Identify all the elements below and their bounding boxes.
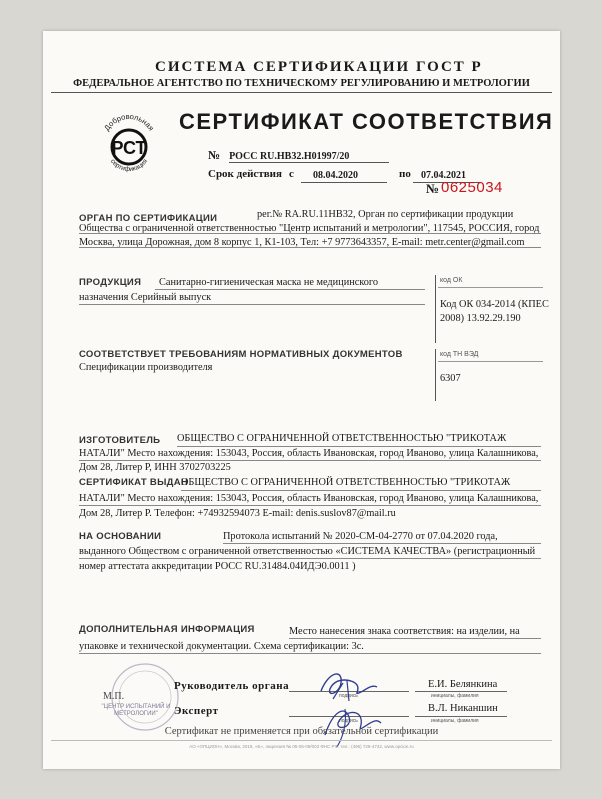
head-name-caption: инициалы, фамилия [431, 693, 479, 699]
expert-name: В.Л. Никаншин [428, 703, 498, 714]
logo-bottom-text: сертификация [108, 157, 150, 174]
issued-to-text: ОБЩЕСТВО С ОГРАНИЧЕННОЙ ОТВЕТСТВЕННОСТЬЮ "ТРИКОТАЖ НАТАЛИ" Место нахождения: 153043, Россия, область Ивановская, город Иваново, улица Калашникова, Дом 28, Литер Р. Телефон: +74932594073 E-mail: denis.suslov87@mail.ru [79, 477, 539, 519]
head-sign-caption: подпись [339, 693, 358, 699]
basis-text: Протокола испытаний № 2020-СМ-04-2770 от 07.04.2020 года, выданного Обществом с ограниченной ответственностью «СИСТЕМА КАЧЕСТВА» (регистрационный номер аттестата аккредитации РОСС RU.31484.04ИДЭ0.0011 ) [79, 531, 536, 572]
validity-to: 07.04.2021 [421, 170, 466, 181]
compliance-label: СООТВЕТСТВУЕТ ТРЕБОВАНИЯМ НОРМАТИВНЫХ ДОКУМЕНТОВ [79, 349, 403, 360]
certificate-sheet [43, 31, 560, 769]
okpd-code: Код ОК 034-2014 (КПЕС 2008) 13.92.29.190 [440, 299, 549, 324]
validity-to-label: по [399, 168, 411, 180]
number-sign: № [208, 148, 221, 162]
certificate-number: РОСС RU.НВ32.Н01997/20 [229, 151, 350, 162]
product-text: Санитарно-гигиеническая маска не медицинского назначения Серийный выпуск [79, 277, 379, 303]
basis-label: НА ОСНОВАНИИ [79, 531, 162, 542]
compliance-text: Спецификации производителя [79, 362, 213, 373]
gost-r-logo-icon [95, 109, 163, 177]
issued-to-label: СЕРТИФИКАТ ВЫДАН [79, 477, 189, 488]
footer-note: Сертификат не применяется при обязательной сертификации [164, 726, 439, 737]
serial-number: 0625034 [441, 179, 503, 196]
head-label: Руководитель органа [174, 680, 290, 692]
validity-label: Срок действия [208, 168, 282, 180]
system-title: СИСТЕМА СЕРТИФИКАЦИИ ГОСТ Р [155, 59, 483, 75]
expert-sign-caption: подпись [339, 718, 358, 724]
product-label: ПРОДУКЦИЯ [79, 277, 142, 288]
cert-body-text: рег.№ RA.RU.11НВ32, Орган по сертификации продукции Общества с ограниченной ответственностью "Центр испытаний и метрологии", 117545, РОССИЯ, город Москва, улица Дорожная, дом 8 корпус 1, К1-103, Тел: +7 9773643357, E-mail: metr.center@gmail.com [79, 209, 540, 248]
manufacturer-text: ОБЩЕСТВО С ОГРАНИЧЕННОЙ ОТВЕТСТВЕННОСТЬЮ "ТРИКОТАЖ НАТАЛИ" Место нахождения: 153043, Россия, область Ивановская, город Иваново, улица Калашникова, Дом 28, Литер Р, ИНН 3702703225 [79, 433, 539, 473]
stamp-mp-label: М.П. [103, 691, 125, 702]
certificate-title: СЕРТИФИКАТ СООТВЕТСТВИЯ [179, 109, 554, 134]
okpd-label: код ОК [440, 277, 463, 284]
expert-label: Эксперт [174, 705, 219, 717]
manufacturer-label: ИЗГОТОВИТЕЛЬ [79, 435, 161, 446]
tnved-code: 6307 [440, 373, 461, 384]
handwritten-signatures-icon [303, 661, 393, 751]
printer-imprint: АО «ОПЦИОН», Москва, 2019, «Б», лицензия № 05-05-09/003 ФНС РФ, тел.: (495) 726-4742, www.opcion.ru [189, 744, 414, 749]
validity-from-label: с [289, 168, 294, 180]
tnved-label: код ТН ВЭД [440, 351, 479, 358]
additional-info-label: ДОПОЛНИТЕЛЬНАЯ ИНФОРМАЦИЯ [79, 624, 255, 635]
expert-name-caption: инициалы, фамилия [431, 718, 479, 724]
logo-top-text: Добровольная [102, 111, 156, 133]
head-name: Е.И. Белянкина [428, 679, 498, 690]
stamp-text: "ЦЕНТР ИСПЫТАНИЙ И МЕТРОЛОГИИ" [101, 704, 171, 717]
logo-mark: РСТ [111, 138, 147, 158]
additional-info-text: Место нанесения знака соответствия: на изделии, на упаковке и технической документации. Схема сертификации: 3с. [79, 626, 520, 652]
serial-sign: № [426, 181, 440, 196]
cert-body-label: ОРГАН ПО СЕРТИФИКАЦИИ [79, 213, 218, 224]
agency-title: ФЕДЕРАЛЬНОЕ АГЕНТСТВО ПО ТЕХНИЧЕСКОМУ РЕГУЛИРОВАНИЮ И МЕТРОЛОГИИ [73, 78, 530, 89]
validity-from: 08.04.2020 [313, 170, 358, 181]
